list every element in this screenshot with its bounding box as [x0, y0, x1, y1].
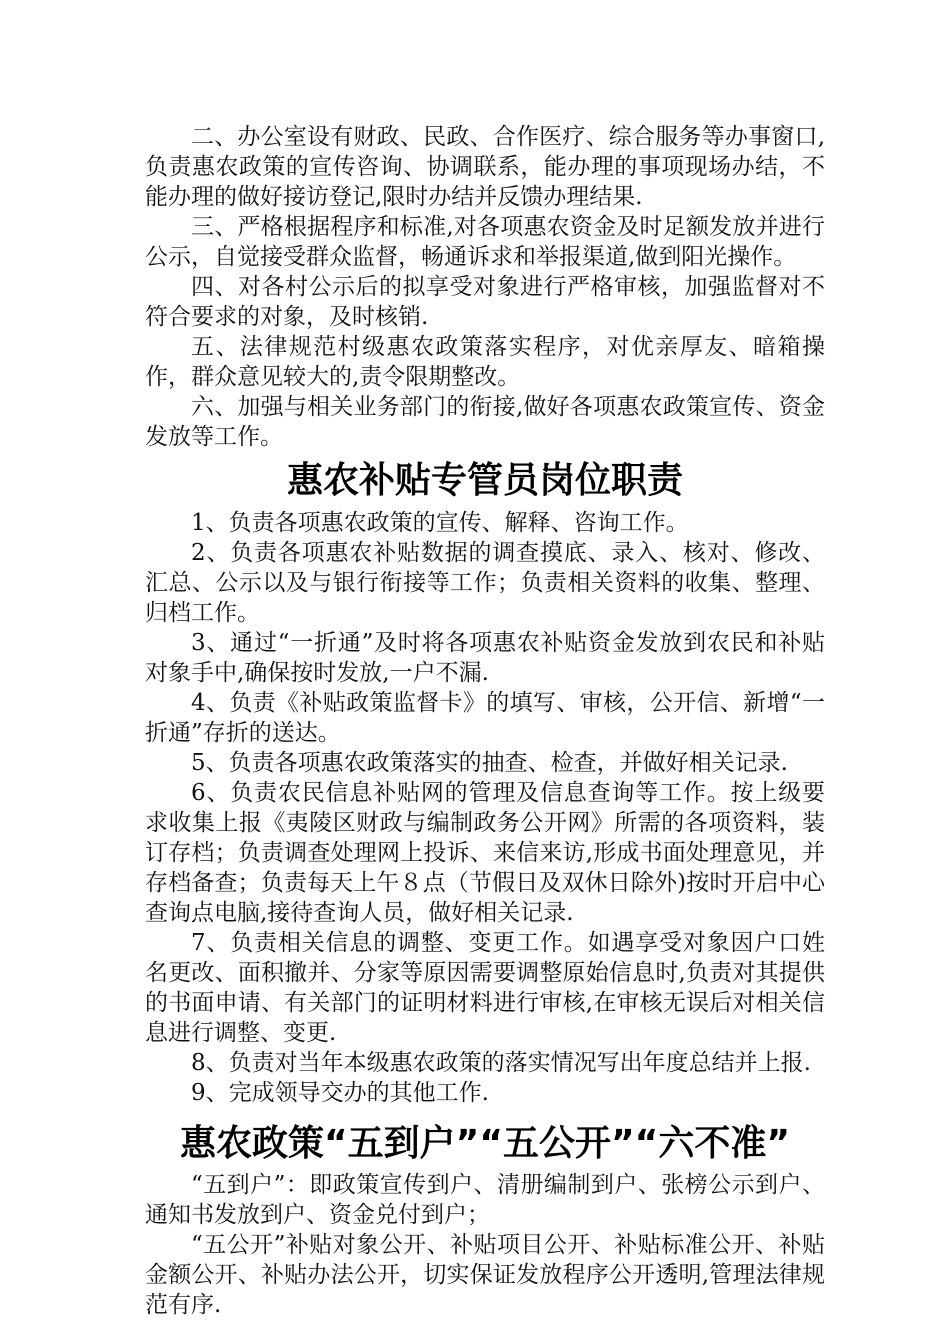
paragraph: 4、负责《补贴政策监督卡》的填写、审核，公开信、新增“一折通”存折的送达。	[145, 690, 825, 746]
section-office-duties	[145, 122, 825, 452]
paragraph: 5、负责各项惠农政策落实的抽查、检查，并做好相关记录.	[191, 750, 788, 776]
paragraph: 六、加强与相关业务部门的衔接,做好各项惠农政策宣传、资金发放等工作。	[145, 394, 825, 450]
paragraph: 三、严格根据程序和标准,对各项惠农资金及时足额发放并进行公示，自觉接受群众监督，畅通诉求和举报渠道,做到阳光操作。	[145, 214, 825, 270]
paragraph: 二、办公室设有财政、民政、合作医疗、综合服务等办事窗口,负责惠农政策的宣传咨询、协调联系，能办理的事项现场办结，不能办理的做好接访登记,限时办结并反馈办理结果.	[145, 124, 825, 210]
section-job-duties	[145, 508, 825, 1108]
paragraph: 1、负责各项惠农政策的宣传、解释、咨询工作。	[191, 510, 689, 536]
paragraph: 五、法律规范村级惠农政策落实程序，对优亲厚友、暗箱操作，群众意见较大的,责令限期整改。	[145, 334, 825, 390]
paragraph: “五到户”：即政策宣传到户、清册编制到户、张榜公示到户、通知书发放到户、资金兑付到户；	[145, 1172, 825, 1228]
section-heading-job-duties: 惠农补贴专管员岗位职责	[286, 460, 683, 501]
paragraph: 8、负责对当年本级惠农政策的落实情况写出年度总结并上报.	[191, 1050, 811, 1076]
paragraph: “五公开”补贴对象公开、补贴项目公开、补贴标准公开、补贴金额公开、补贴办法公开，切实保证发放程序公开透明,管理法律规范有序.	[145, 1232, 825, 1318]
section-policy-rules	[145, 1170, 825, 1320]
paragraph: 6、负责农民信息补贴网的管理及信息查询等工作。按上级要求收集上报《夷陵区财政与编制政务公开网》所需的各项资料，装订存档；负责调查处理网上投诉、来信来访,形成书面处理意见，并存档备查；负责每天上午８点（节假日及双休日除外)按时开启中心查询点电脑,接待查询人员，做好相关记录.	[145, 780, 825, 926]
section-heading-policy-rules: 惠农政策“五到户”“五公开”“六不准”	[180, 1123, 790, 1164]
paragraph: 9、完成领导交办的其他工作.	[191, 1080, 489, 1106]
paragraph: 7、负责相关信息的调整、变更工作。如遇享受对象因户口姓名更改、面积撤并、分家等原因需要调整原始信息时,负责对其提供的书面申请、有关部门的证明材料进行审核,在审核无误后对相关信息进行调整、变更.	[145, 930, 825, 1046]
paragraph: 2、负责各项惠农补贴数据的调查摸底、录入、核对、修改、汇总、公示以及与银行衔接等工作；负责相关资料的收集、整理、归档工作。	[145, 540, 825, 626]
document-body	[145, 122, 825, 1320]
paragraph: 3、通过“一折通”及时将各项惠农补贴资金发放到农民和补贴对象手中,确保按时发放,一户不漏.	[145, 630, 825, 686]
paragraph: 四、对各村公示后的拟享受对象进行严格审核，加强监督对不符合要求的对象，及时核销.	[145, 274, 825, 330]
